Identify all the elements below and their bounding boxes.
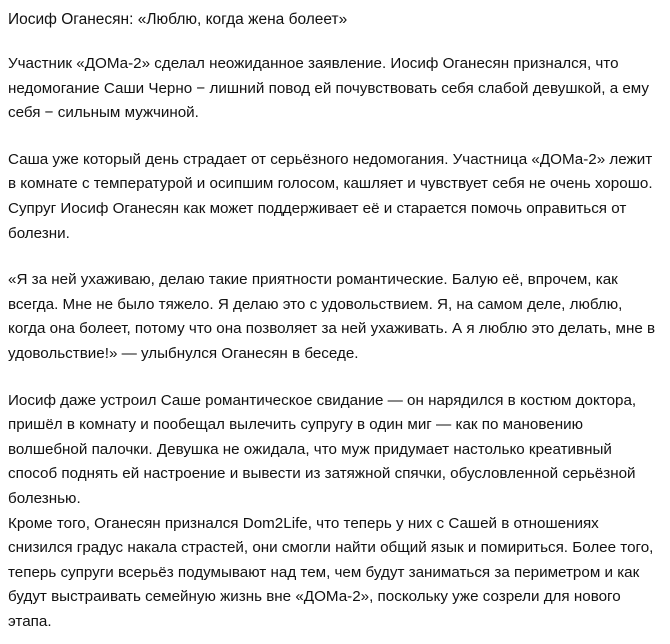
article-paragraph: Участник «ДОМа-2» сделал неожиданное заявление. Иосиф Оганесян признался, что недомогание Саши Черно − лишний повод ей почувствовать себя слабой девушкой, а ему себя − сильным мужчиной. xyxy=(8,55,650,122)
article-paragraph: «Я за ней ухаживаю, делаю такие приятности романтические. Балую её, впрочем, как всегда. Мне не было тяжело. Я делаю это с удовольствием. Я, на самом деле, люблю, когда она болеет, потому что она позволяет за ней ухаживать. А я люблю это делать, мне в удовольствие!» — улыбнулся Оганесян в беседе. xyxy=(8,271,656,362)
page-title: Иосиф Оганесян: «Люблю, когда жена болеет» xyxy=(8,11,348,28)
article-paragraph: Саша уже который день страдает от серьёзного недомогания. Участница «ДОМа-2» лежит в комнате с температурой и осипшим голосом, кашляет и чувствует себя не очень хорошо. Супруг Иосиф Оганесян как может поддерживает её и старается помочь оправиться от болезни. xyxy=(8,150,653,242)
article-paragraph: Кроме того, Оганесян признался Dom2Life, что теперь у них с Сашей в отношениях снизился градус накала страстей, они смогли найти общий язык и помириться. Более того, теперь супруги всерьёз подумывают над тем, чем будут заниматься за периметром и как будут выстраивать семейную жизнь вне «ДОМа-2», поскольку уже созрели для нового этапа. xyxy=(8,514,654,630)
article-paragraph: Иосиф даже устроил Саше романтическое свидание — он нарядился в костюм доктора, пришёл в комнату и пообещал вылечить супругу в один миг — как по мановению волшебной палочки. Девушка не ожидала, что муж придумает настолько креативный способ поднять ей настроение и вывести из затяжной спячки, обусловленной серьёзной болезнью. xyxy=(8,391,637,507)
